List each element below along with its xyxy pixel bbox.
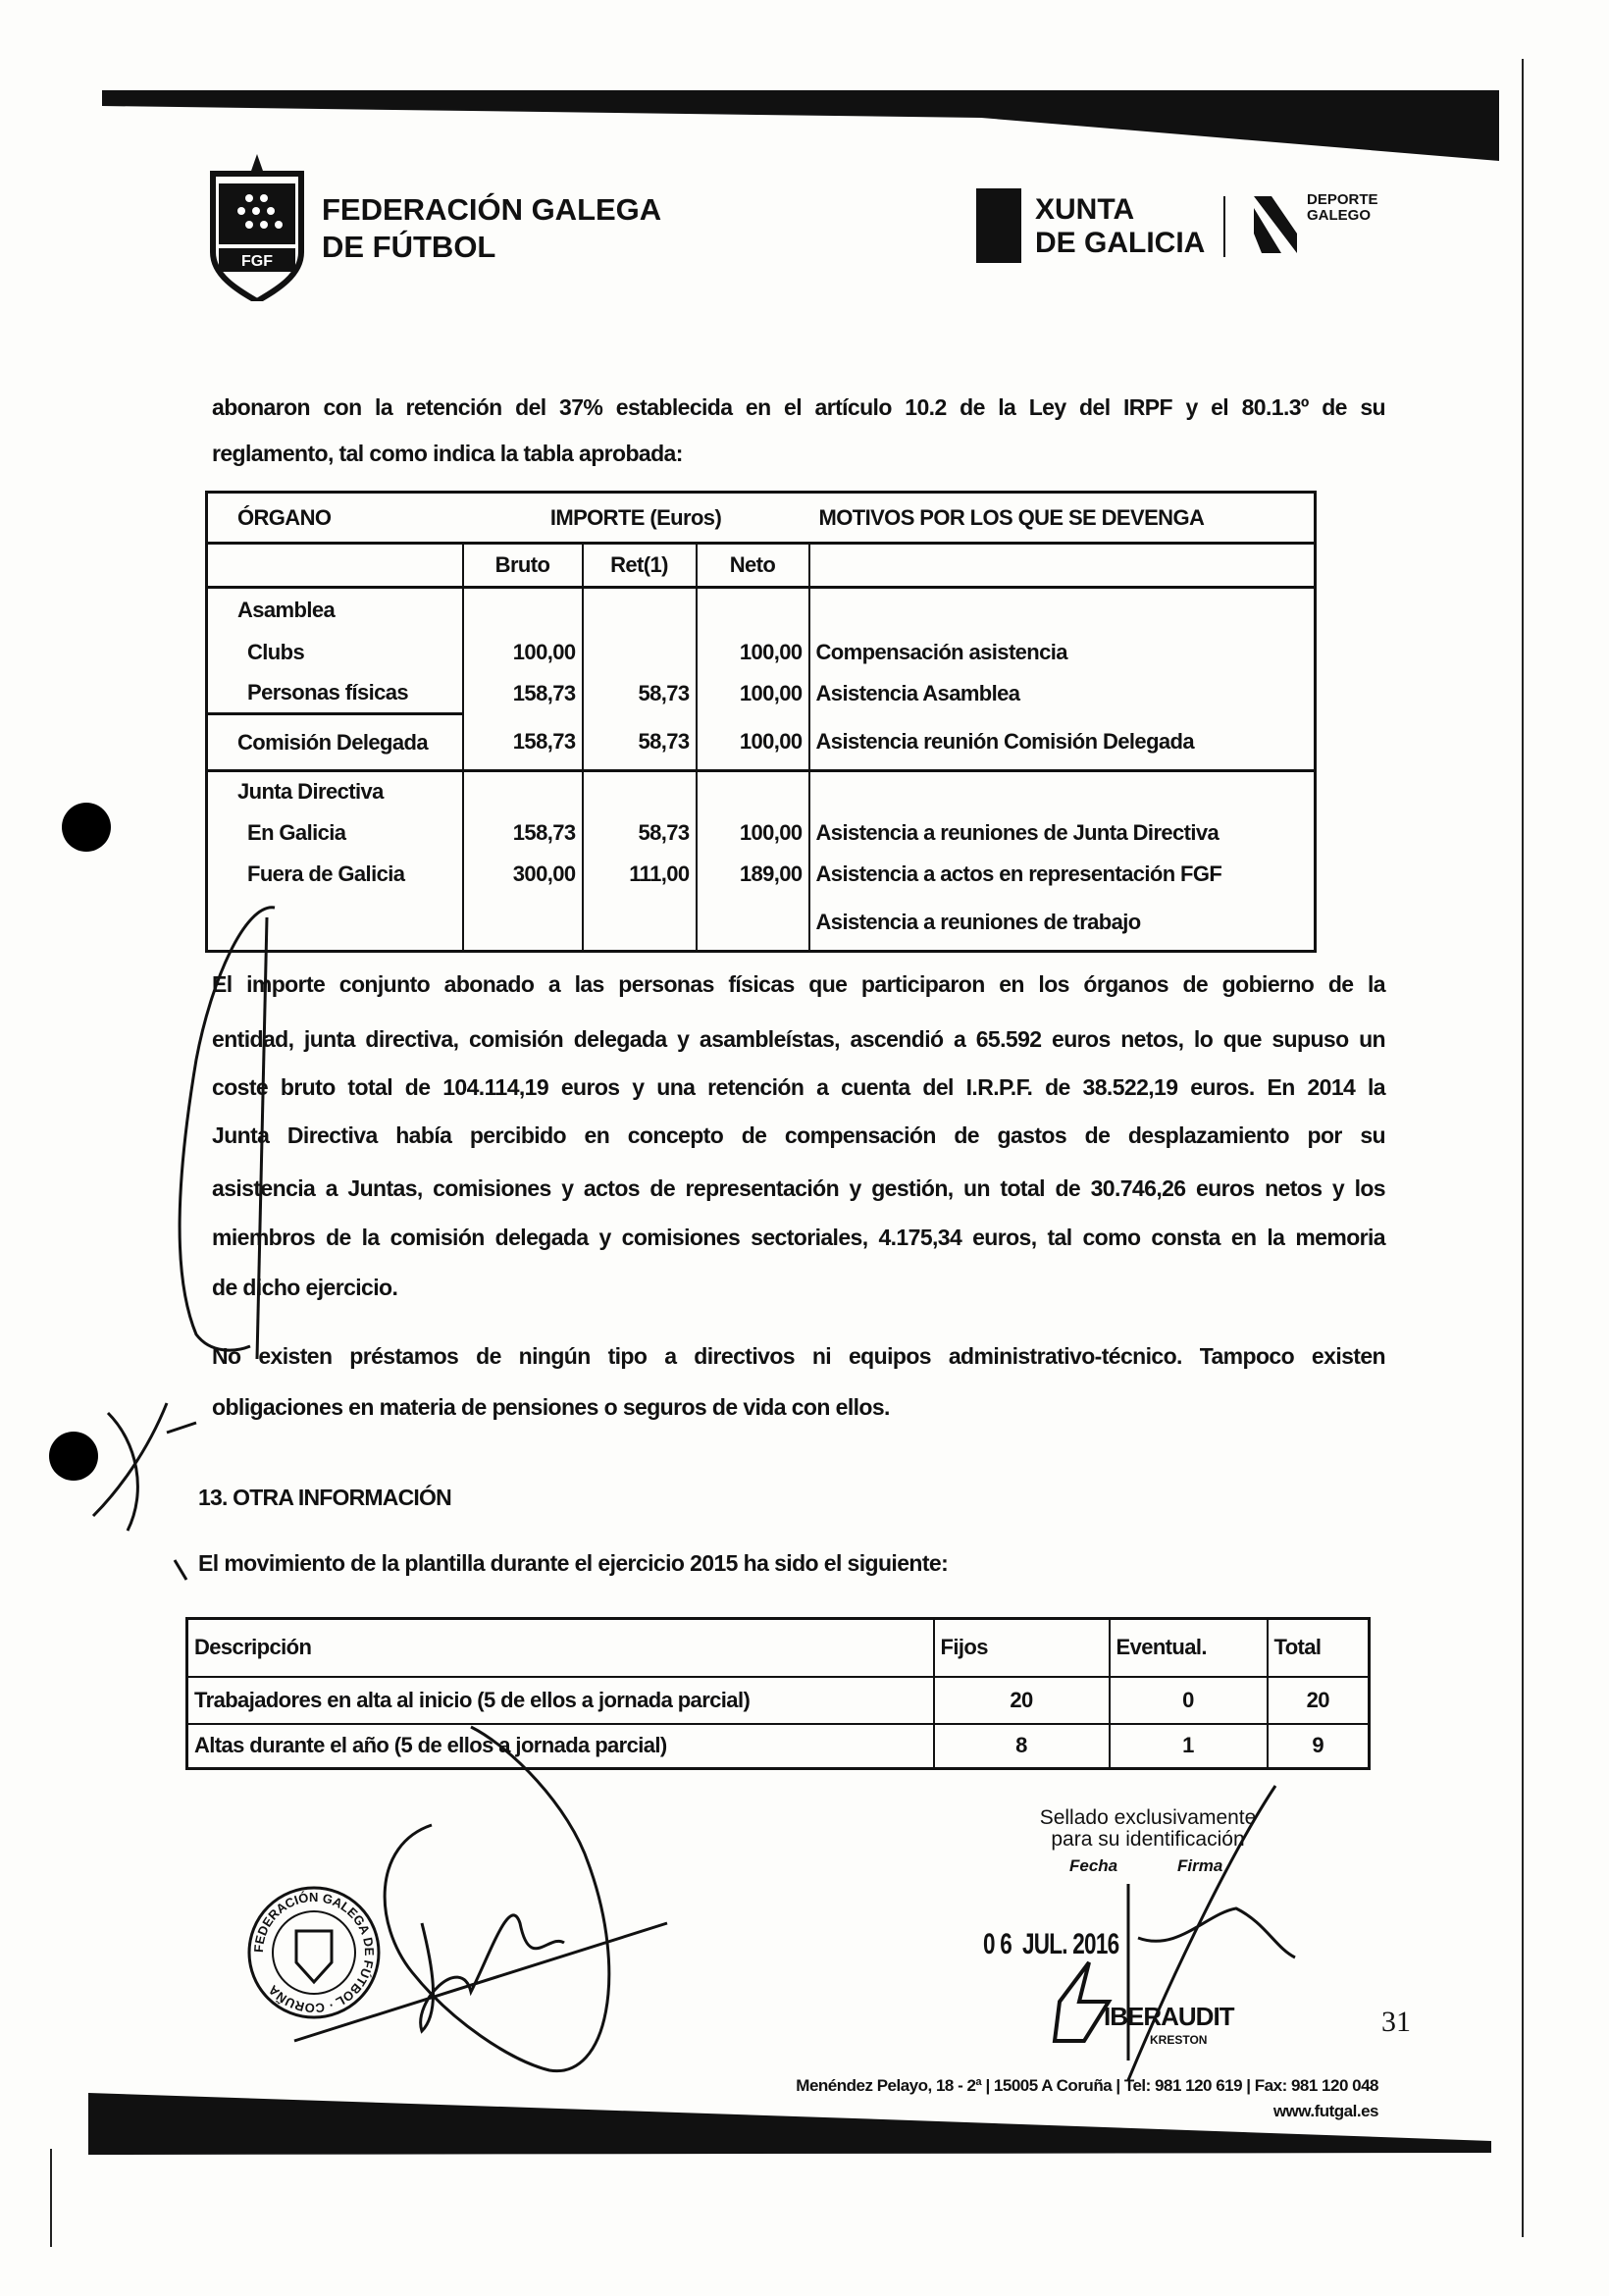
table-row	[207, 588, 1316, 632]
descripcion-cell: Trabajadores en alta al inicio (5 de ellos a jornada parcial)	[187, 1677, 934, 1724]
footer-address: Menéndez Pelayo, 18 - 2ª | 15005 A Coruña | Tel: 981 120 619 | Fax: 981 120 048	[796, 2076, 1378, 2095]
bruto-cell	[463, 895, 583, 952]
punch-hole-top	[62, 803, 111, 852]
fijos-cell: 20	[934, 1677, 1110, 1724]
ret-cell: 58,73	[583, 673, 697, 714]
table-subheader-row	[207, 544, 1316, 588]
bruto-cell: 158,73	[463, 673, 583, 714]
organo-cell: Asamblea	[207, 588, 463, 632]
stamp-line1: Sellado exclusivamente	[1039, 1806, 1257, 1829]
motivo-cell: Asistencia reunión Comisión Delegada	[809, 714, 1316, 771]
table-row	[207, 771, 1316, 812]
table-row	[207, 632, 1316, 673]
motivo-cell: Compensación asistencia	[815, 639, 1067, 664]
eventual-cell: 0	[1110, 1677, 1268, 1724]
table-row	[187, 1724, 1370, 1769]
motivo-cell: Asistencia a reuniones de trabajo	[815, 909, 1141, 934]
footer-website[interactable]: www.futgal.es	[1272, 2102, 1378, 2120]
organo-cell	[207, 895, 463, 952]
header-eventual: Eventual.	[1110, 1619, 1268, 1677]
margin-initial-mark	[93, 1403, 196, 1531]
svg-text:FGF: FGF	[241, 253, 273, 270]
neto-cell: 100,00	[697, 812, 809, 854]
ret-cell	[583, 588, 697, 632]
remuneration-table	[205, 491, 1317, 953]
motivo-cell	[809, 588, 1316, 632]
header-total: Total	[1268, 1619, 1370, 1677]
header-band	[102, 90, 1499, 161]
total-cell: 9	[1268, 1724, 1370, 1769]
organo-cell: Personas físicas	[207, 673, 463, 714]
deporte-line1: DEPORTE	[1307, 191, 1378, 208]
section-heading: 13. OTRA INFORMACIÓN	[198, 1485, 451, 1510]
punch-hole-bottom	[49, 1432, 98, 1481]
header-organo: ÓRGANO	[207, 493, 463, 544]
paragraph-line: entidad, junta directiva, comisión delegada y asambleístas, ascendió a 65.592 euros netos, lo que supuso un	[212, 1026, 1385, 1052]
neto-cell: 189,00	[697, 854, 809, 895]
subheader-ret: Ret(1)	[583, 544, 697, 588]
staff-intro: El movimiento de la plantilla durante el ejercicio 2015 ha sido el siguiente:	[198, 1550, 949, 1576]
subheader-bruto: Bruto	[463, 544, 583, 588]
paragraph-line: Junta Directiva había percibido en concepto de compensación de gastos de desplazamiento por su	[212, 1122, 1385, 1148]
paragraph-line: de dicho ejercicio.	[212, 1275, 398, 1300]
bruto-cell: 300,00	[463, 854, 583, 895]
svg-text:FEDERACIÓN GALEGA DE FÚTBOL ·: FEDERACIÓN GALEGA DE FÚTBOL · CORUÑA	[250, 1889, 378, 2016]
motivo-cell	[809, 771, 1316, 812]
neto-cell: 100,00	[697, 714, 809, 771]
total-cell: 20	[1268, 1677, 1370, 1724]
neto-cell: 100,00	[697, 632, 809, 673]
paragraph-line: asistencia a Juntas, comisiones y actos de representación y gestión, un total de 30.746,26 euros netos y los	[212, 1175, 1385, 1201]
fgf-name-line1: FEDERACIÓN GALEGA	[322, 192, 662, 227]
deporte-line2: GALEGO	[1307, 207, 1372, 224]
xunta-line1: XUNTA	[1035, 193, 1135, 226]
paragraph-line: obligaciones en materia de pensiones o seguros de vida con ellos.	[212, 1394, 890, 1420]
subheader-neto: Neto	[697, 544, 809, 588]
ret-cell	[583, 895, 697, 952]
table-header-row	[207, 493, 1316, 544]
header-fijos: Fijos	[934, 1619, 1110, 1677]
ret-cell	[583, 771, 697, 812]
organo-cell: Junta Directiva	[207, 771, 463, 812]
table-row	[207, 895, 1316, 952]
deporte-galego-icon	[1252, 194, 1299, 255]
organo-cell: Clubs	[207, 632, 463, 673]
stamp-fecha-label: Fecha	[1069, 1856, 1118, 1875]
header-motivos: MOTIVOS POR LOS QUE SE DEVENGA	[809, 493, 1316, 544]
paragraph-line: miembros de la comisión delegada y comisiones sectoriales, 4.175,34 euros, tal como consta en la memoria	[212, 1225, 1385, 1250]
bruto-cell: 158,73	[463, 714, 583, 771]
neto-cell: 100,00	[697, 673, 809, 714]
bruto-cell: 100,00	[463, 632, 583, 673]
bruto-cell	[463, 588, 583, 632]
ret-cell: 58,73	[583, 714, 697, 771]
fijos-cell: 8	[934, 1724, 1110, 1769]
organo-cell: En Galicia	[207, 812, 463, 854]
auditor-firm: IBERAUDIT	[1104, 2002, 1234, 2031]
intro-line: reglamento, tal como indica la tabla aprobada:	[212, 441, 683, 466]
page-number: 31	[1381, 2006, 1411, 2038]
descripcion-cell: Altas durante el año (5 de ellos a jornada parcial)	[187, 1724, 934, 1769]
neto-cell	[697, 771, 809, 812]
fgf-name-line2: DE FÚTBOL	[322, 230, 496, 264]
logo-divider	[1223, 196, 1225, 257]
stamp-line2: para su identificación	[1051, 1828, 1245, 1851]
intro-line: abonaron con la retención del 37% establecida en el artículo 10.2 de la Ley del IRPF y el 80.1.3º de su	[212, 394, 1385, 420]
header-descripcion: Descripción	[187, 1619, 934, 1677]
xunta-line2: DE GALICIA	[1035, 227, 1206, 259]
iberaudit-logo-mark	[1055, 1962, 1109, 2041]
fgf-shield-icon	[205, 154, 309, 301]
bruto-cell: 158,73	[463, 812, 583, 854]
stamp-firma-label: Firma	[1177, 1856, 1223, 1875]
organo-cell: Fuera de Galicia	[207, 854, 463, 895]
motivo-cell: Asistencia a actos en representación FGF	[815, 861, 1222, 886]
federation-seal	[245, 1884, 383, 2021]
xunta-emblem-icon	[976, 188, 1021, 263]
stamp-date: 0 6 JUL. 2016	[983, 1928, 1119, 1960]
staff-table	[185, 1617, 1371, 1770]
table-row	[207, 673, 1316, 714]
table-row	[207, 714, 1316, 771]
motivo-cell: Asistencia Asamblea	[815, 680, 1020, 705]
ret-cell: 111,00	[583, 854, 697, 895]
paragraph-line: No existen préstamos de ningún tipo a directivos ni equipos administrativo-técnico. Tampoco existen	[212, 1343, 1385, 1369]
table-row	[207, 812, 1316, 854]
neto-cell	[697, 588, 809, 632]
paragraph-line: coste bruto total de 104.114,19 euros y una retención a cuenta del I.R.P.F. de 38.522,19 euros. En 2014 la	[212, 1074, 1385, 1100]
ret-cell	[583, 632, 697, 673]
table-header-row	[187, 1619, 1370, 1677]
bruto-cell	[463, 771, 583, 812]
table-row	[187, 1677, 1370, 1724]
ret-cell: 58,73	[583, 812, 697, 854]
paragraph-line: El importe conjunto abonado a las personas físicas que participaron en los órganos de gobierno de la	[212, 971, 1385, 997]
header-importe: IMPORTE (Euros)	[463, 493, 809, 544]
auditor-network: KRESTON	[1150, 2033, 1208, 2047]
organo-cell: Comisión Delegada	[207, 714, 463, 771]
neto-cell	[697, 895, 809, 952]
table-row	[207, 854, 1316, 895]
eventual-cell: 1	[1110, 1724, 1268, 1769]
margin-initial-mark	[175, 1560, 186, 1580]
motivo-cell: Asistencia a reuniones de Junta Directiva	[815, 819, 1220, 845]
